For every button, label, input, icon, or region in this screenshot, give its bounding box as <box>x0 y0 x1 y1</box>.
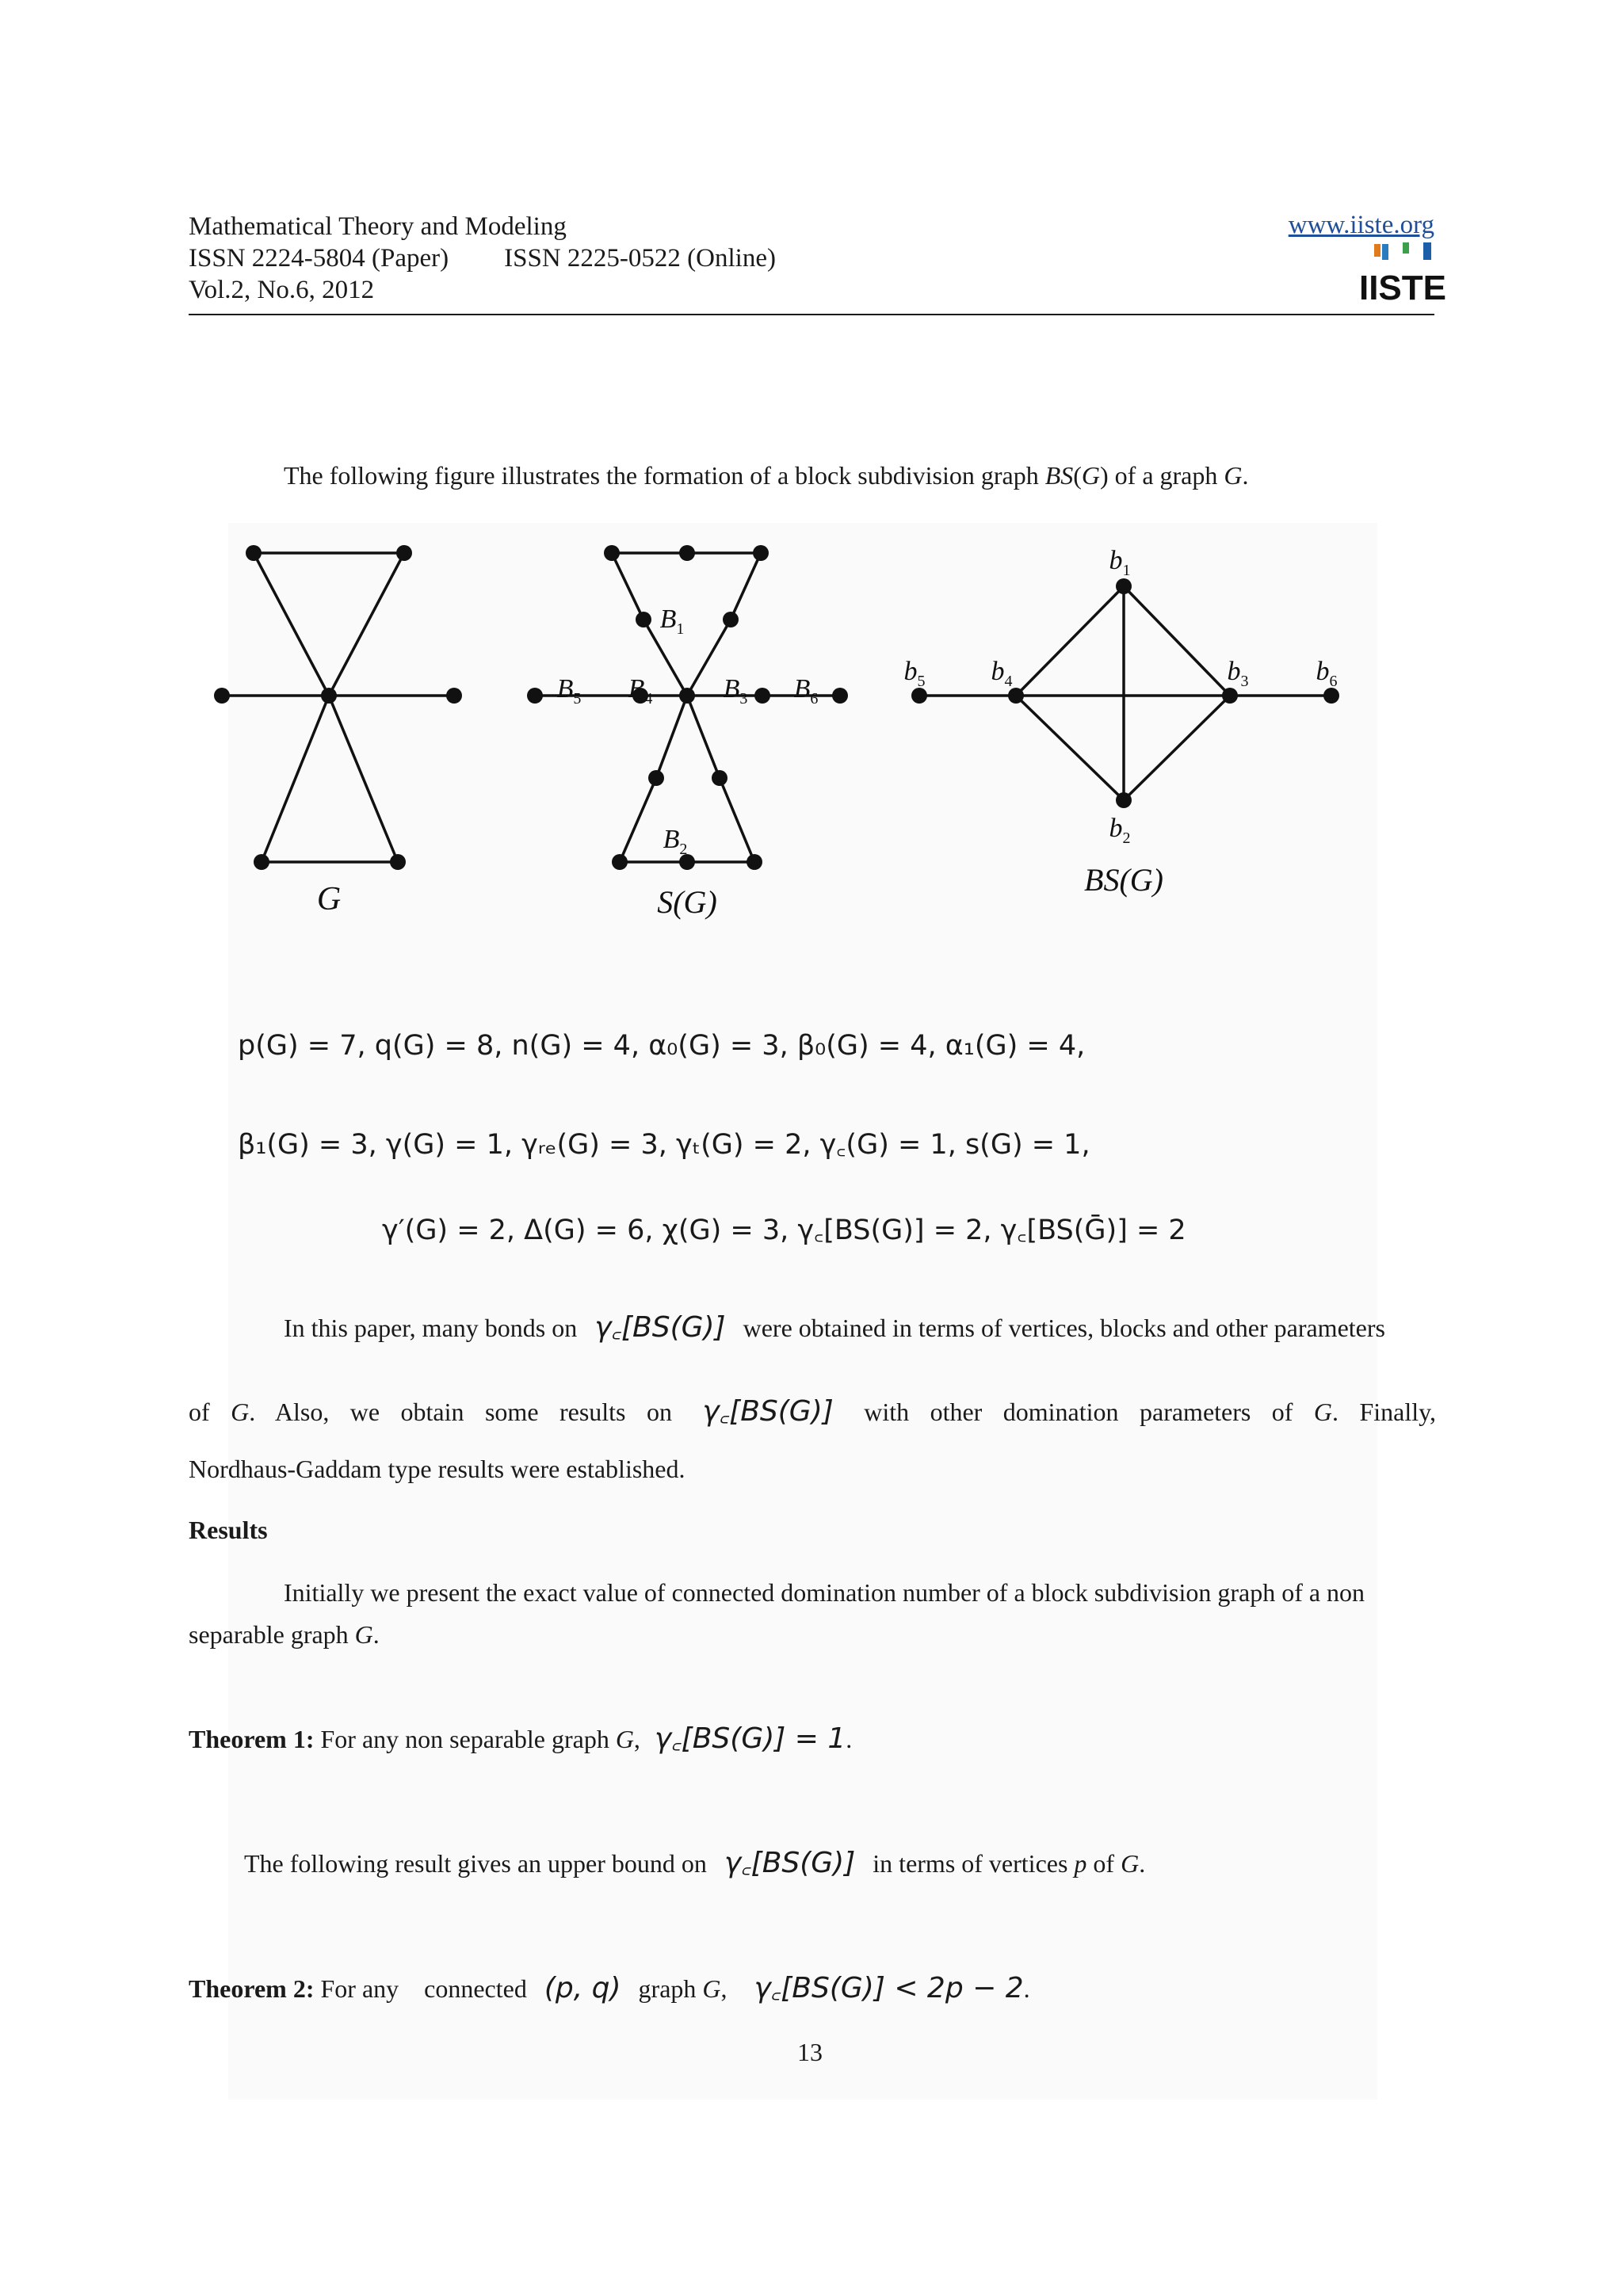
theorem-1-label: Theorem 1: <box>189 1725 315 1753</box>
sg-block-label: $B_3$ <box>723 674 748 707</box>
logo-text: IISTE <box>1358 269 1447 307</box>
bsg-vertex-label: $b_2$ <box>1109 814 1131 847</box>
paragraph-2-line-1: Initially we present the exact value of connected domination number of a block subdivision graph of a non <box>284 1578 1365 1607</box>
intro-sentence: The following figure illustrates the formation of a block subdivision graph BS(G) of a graph G. <box>284 461 1249 490</box>
bsg-vertex <box>1116 792 1132 808</box>
paragraph-1-line-1: In this paper, many bonds on γ꜀[BS(G)] were obtained in terms of vertices, blocks and other parameters <box>284 1311 1385 1344</box>
sg-edge <box>731 553 761 620</box>
theorem-1: Theorem 1: For any non separable graph G, γ꜀[BS(G)] = 1. <box>189 1722 853 1755</box>
sg-vertex <box>604 545 620 561</box>
bsg-vertex-label: $b_5$ <box>903 657 926 690</box>
g-vertex <box>246 545 262 561</box>
bsg-edge <box>1124 696 1230 800</box>
bsg-edge <box>1016 586 1124 696</box>
sg-block-label: $B_6$ <box>793 674 819 707</box>
bsg-vertex-label: $b_3$ <box>1227 657 1249 690</box>
volume-info: Vol.2, No.6, 2012 <box>189 276 375 304</box>
sg-vertex <box>679 688 695 704</box>
g-vertex <box>254 854 269 870</box>
sg-vertex <box>753 545 769 561</box>
theorem-1-expr: γ꜀[BS(G)] = 1 <box>654 1722 846 1755</box>
issn-online: ISSN 2225-0522 (Online) <box>504 244 776 273</box>
sg-edge <box>620 778 656 862</box>
sg-vertex <box>832 688 848 704</box>
bsg-vertex <box>1116 578 1132 594</box>
paragraph-3: The following result gives an upper bound on γ꜀[BS(G)] in terms of vertices p of G. <box>244 1847 1146 1879</box>
theorem-2-expr: γ꜀[BS(G)] < 2p − 2 <box>754 1972 1024 2004</box>
g-caption: G <box>316 881 342 917</box>
journal-website-link[interactable]: www.iiste.org <box>1288 211 1434 239</box>
sg-block-label: $B_2$ <box>663 825 688 858</box>
g-edge <box>254 553 329 696</box>
sg-vertex <box>648 770 664 786</box>
paragraph-1-line-3: Nordhaus-Gaddam type results were established. <box>189 1455 685 1483</box>
sg-vertex <box>679 545 695 561</box>
g-vertex <box>214 688 230 704</box>
bsg-edge <box>1124 586 1230 696</box>
paragraph-1-line-2: of G. Also, we obtain some results on γ꜀[BS(G)] with other domination parameters of G. Finally, <box>189 1395 1437 1428</box>
paragraph-2-line-2: separable graph G. <box>189 1620 380 1649</box>
bsg-vertex <box>1323 688 1339 704</box>
bsg-vertex <box>911 688 927 704</box>
sg-vertex <box>612 854 628 870</box>
graphs-svg <box>206 523 1371 935</box>
g-vertex <box>396 545 412 561</box>
issn-paper: ISSN 2224-5804 (Paper) <box>189 244 449 273</box>
sg-edge <box>687 696 720 778</box>
sg-vertex <box>636 612 651 627</box>
sg-edge <box>720 778 754 862</box>
theorem-2-label: Theorem 2: <box>189 1974 315 2003</box>
sg-caption: S(G) <box>657 884 717 920</box>
parameters-line-1: p(G) = 7, q(G) = 8, n(G) = 4, α₀(G) = 3, β₀(G) = 4, α₁(G) = 4, <box>238 1030 1086 1062</box>
g-edge <box>329 696 398 862</box>
sg-vertex <box>712 770 727 786</box>
results-heading: Results <box>189 1516 268 1544</box>
sg-block-label: $B_4$ <box>628 674 653 707</box>
page-number: 13 <box>797 2038 823 2066</box>
bsg-caption: BS(G) <box>1084 862 1163 898</box>
g-vertex <box>390 854 406 870</box>
bsg-vertex <box>1008 688 1024 704</box>
sg-block-label: $B_5$ <box>556 674 582 707</box>
sg-vertex <box>527 688 543 704</box>
iiste-logo <box>1358 241 1447 307</box>
bs-domination-expr: γ꜀[BS(G)] <box>594 1311 726 1344</box>
g-vertex <box>321 688 337 704</box>
sg-vertex <box>747 854 762 870</box>
sg-vertex <box>723 612 739 627</box>
sg-edge <box>612 553 643 620</box>
theorem-2: Theorem 2: For any connected (p, q) graph G, γ꜀[BS(G)] < 2p − 2. <box>189 1972 1030 2004</box>
parameters-line-2: β₁(G) = 3, γ(G) = 1, γᵣₑ(G) = 3, γₜ(G) = 2, γ꜀(G) = 1, s(G) = 1, <box>238 1129 1090 1161</box>
g-edge <box>329 553 404 696</box>
parameters-line-3: γ′(G) = 2, Δ(G) = 6, χ(G) = 3, γ꜀[BS(G)] = 2, γ꜀[BS(Ḡ)] = 2 <box>382 1215 1186 1246</box>
issn-line <box>189 242 776 274</box>
bsg-vertex-label: $b_4$ <box>991 657 1013 690</box>
header-rule <box>189 314 1434 315</box>
g-vertex <box>446 688 462 704</box>
journal-title: Mathematical Theory and Modeling <box>189 212 567 241</box>
bsg-edge <box>1016 696 1124 800</box>
sg-edge <box>656 696 687 778</box>
bsg-vertex-label: $b_6$ <box>1316 657 1338 690</box>
bsg-vertex-label: $b_1$ <box>1109 546 1131 579</box>
bsg-vertex <box>1222 688 1238 704</box>
sg-block-label: $B_1$ <box>659 605 685 638</box>
block-subdivision-figure <box>206 523 1371 935</box>
g-edge <box>262 696 329 862</box>
sg-vertex <box>754 688 770 704</box>
